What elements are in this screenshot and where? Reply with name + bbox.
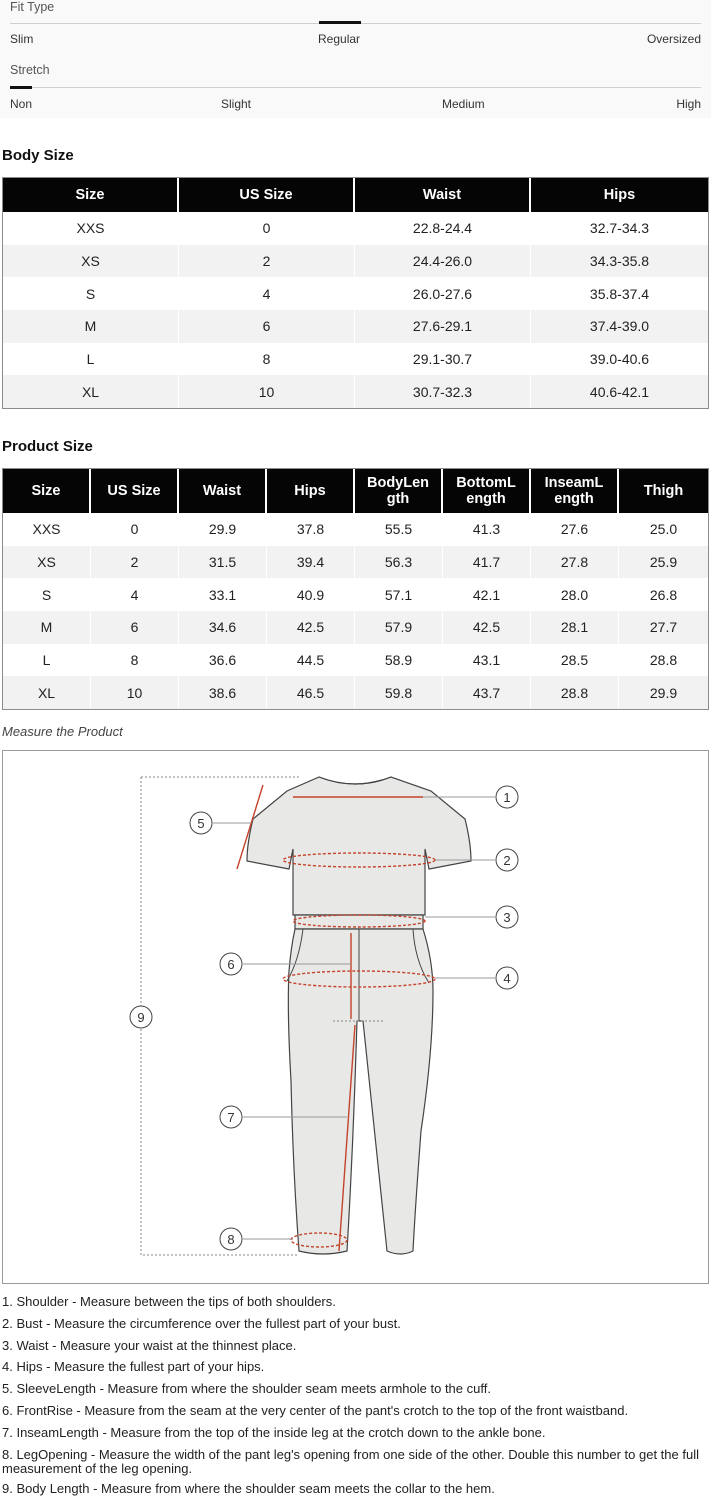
- table-cell: 10: [179, 375, 355, 408]
- column-header: Thigh: [619, 469, 708, 513]
- table-cell: XS: [3, 245, 179, 278]
- table-cell: 43.1: [443, 644, 531, 677]
- table-cell: 34.3-35.8: [531, 245, 708, 278]
- table-cell: 26.0-27.6: [355, 277, 531, 310]
- stretch-label-slight: Slight: [221, 97, 252, 111]
- table-cell: 27.8: [531, 546, 619, 579]
- svg-text:7: 7: [227, 1110, 235, 1125]
- note-hips: 4. Hips - Measure the fullest part of your hips.: [2, 1359, 265, 1375]
- table-row: [3, 310, 708, 343]
- table-cell: 57.1: [355, 578, 443, 611]
- table-cell: 28.0: [531, 578, 619, 611]
- table-row: [3, 513, 708, 546]
- table-cell: 57.9: [355, 611, 443, 644]
- table-cell: S: [3, 578, 91, 611]
- measure-caption: Measure the Product: [2, 724, 123, 739]
- table-cell: 27.7: [619, 611, 708, 644]
- svg-text:1: 1: [503, 790, 511, 805]
- table-row: [3, 245, 708, 278]
- marker-3: [496, 906, 518, 928]
- table-cell: 25.0: [619, 513, 708, 546]
- table-cell: 0: [91, 513, 179, 546]
- fit-type-label-slim: Slim: [10, 32, 34, 46]
- fit-type-label-oversized: Oversized: [646, 32, 701, 46]
- column-header: BodyLen gth: [355, 469, 443, 513]
- table-cell: 34.6: [179, 611, 267, 644]
- stretch-marker: [10, 86, 32, 89]
- table-cell: 29.9: [179, 513, 267, 546]
- column-header: InseamL ength: [531, 469, 619, 513]
- product-size-title: Product Size: [2, 438, 93, 455]
- column-header: Waist: [355, 178, 531, 212]
- table-row: [3, 644, 708, 677]
- svg-text:4: 4: [503, 971, 511, 986]
- note-shoulder: 1. Shoulder - Measure between the tips of both shoulders.: [2, 1294, 336, 1309]
- table-cell: 10: [91, 676, 179, 709]
- column-header: US Size: [179, 178, 355, 212]
- table-cell: M: [3, 310, 179, 343]
- table-cell: 28.8: [531, 676, 619, 709]
- note-inseam-length: 7. InseamLength - Measure from the top of the inside leg at the crotch down to the ankle bone.: [2, 1424, 546, 1440]
- table-cell: 41.3: [443, 513, 531, 546]
- table-cell: S: [3, 277, 179, 310]
- table-cell: 39.4: [267, 546, 355, 579]
- marker-2: [496, 849, 518, 871]
- fit-type-label-regular: Regular: [318, 32, 361, 46]
- measurement-notes: [2, 1295, 702, 1503]
- table-cell: 32.7-34.3: [531, 212, 708, 245]
- table-header-row: [3, 469, 708, 513]
- table-cell: 55.5: [355, 513, 443, 546]
- table-cell: 24.4-26.0: [355, 245, 531, 278]
- table-cell: 42.5: [443, 611, 531, 644]
- stretch-label-medium: Medium: [442, 97, 485, 111]
- table-cell: XXS: [3, 212, 179, 245]
- table-row: [3, 343, 708, 376]
- pants-garment: [288, 929, 433, 1254]
- table-cell: 2: [91, 546, 179, 579]
- column-header: Size: [3, 178, 179, 212]
- marker-8: [220, 1228, 242, 1250]
- column-header: BottomL ength: [443, 469, 531, 513]
- fit-type-title: Fit Type: [10, 0, 55, 14]
- table-row: [3, 578, 708, 611]
- svg-text:3: 3: [503, 910, 511, 925]
- table-cell: 6: [179, 310, 355, 343]
- table-cell: 37.4-39.0: [531, 310, 708, 343]
- measurement-diagram: [2, 750, 709, 1284]
- table-cell: 2: [179, 245, 355, 278]
- table-cell: 29.1-30.7: [355, 343, 531, 376]
- table-cell: 59.8: [355, 676, 443, 709]
- product-size-table: [2, 468, 709, 710]
- table-cell: 58.9: [355, 644, 443, 677]
- table-row: [3, 375, 708, 408]
- table-cell: 25.9: [619, 546, 708, 579]
- table-cell: 4: [179, 277, 355, 310]
- table-cell: XL: [3, 676, 91, 709]
- table-cell: 40.6-42.1: [531, 375, 708, 408]
- fit-stretch-panel: [0, 0, 711, 118]
- marker-5: [190, 812, 212, 834]
- note-bust: 2. Bust - Measure the circumference over the fullest part of your bust.: [2, 1315, 401, 1331]
- note-waist: 3. Waist - Measure your waist at the thinnest place.: [2, 1337, 297, 1353]
- table-cell: 41.7: [443, 546, 531, 579]
- table-cell: 38.6: [179, 676, 267, 709]
- table-cell: L: [3, 343, 179, 376]
- table-row: [3, 546, 708, 579]
- table-cell: L: [3, 644, 91, 677]
- table-cell: 27.6: [531, 513, 619, 546]
- table-cell: 37.8: [267, 513, 355, 546]
- table-row: [3, 611, 708, 644]
- column-header: Hips: [267, 469, 355, 513]
- table-cell: 28.8: [619, 644, 708, 677]
- table-cell: 35.8-37.4: [531, 277, 708, 310]
- table-cell: 28.1: [531, 611, 619, 644]
- table-cell: 27.6-29.1: [355, 310, 531, 343]
- body-size-title: Body Size: [2, 147, 74, 164]
- table-cell: 56.3: [355, 546, 443, 579]
- stretch-track: [10, 87, 701, 88]
- table-cell: XS: [3, 546, 91, 579]
- table-cell: 36.6: [179, 644, 267, 677]
- table-cell: 8: [179, 343, 355, 376]
- svg-text:6: 6: [227, 957, 235, 972]
- table-cell: 46.5: [267, 676, 355, 709]
- marker-9: [130, 1006, 152, 1028]
- stretch-label-high: High: [676, 97, 701, 111]
- table-cell: 29.9: [619, 676, 708, 709]
- svg-text:8: 8: [227, 1232, 235, 1247]
- table-cell: 30.7-32.3: [355, 375, 531, 408]
- table-row: [3, 277, 708, 310]
- stretch-title: Stretch: [10, 63, 50, 77]
- column-header: Hips: [531, 178, 708, 212]
- table-cell: 44.5: [267, 644, 355, 677]
- table-cell: 40.9: [267, 578, 355, 611]
- table-cell: 28.5: [531, 644, 619, 677]
- jumpsuit-illustration: [3, 751, 708, 1283]
- note-leg-opening: 8. LegOpening - Measure the width of the pant leg's opening from one side of the other. Double this number to get the full measurement of the leg opening.: [2, 1446, 699, 1477]
- table-cell: 42.5: [267, 611, 355, 644]
- table-cell: M: [3, 611, 91, 644]
- stretch-label-non: Non: [10, 97, 33, 111]
- table-row: [3, 676, 708, 709]
- column-header: US Size: [91, 469, 179, 513]
- svg-text:2: 2: [503, 853, 511, 868]
- table-cell: 6: [91, 611, 179, 644]
- table-cell: XL: [3, 375, 179, 408]
- table-cell: 43.7: [443, 676, 531, 709]
- marker-1: [496, 786, 518, 808]
- table-cell: 39.0-40.6: [531, 343, 708, 376]
- svg-text:9: 9: [137, 1010, 145, 1025]
- top-garment: [247, 777, 471, 915]
- table-cell: 0: [179, 212, 355, 245]
- body-size-table: [2, 177, 709, 409]
- table-cell: 26.8: [619, 578, 708, 611]
- table-cell: XXS: [3, 513, 91, 546]
- table-cell: 8: [91, 644, 179, 677]
- column-header: Size: [3, 469, 91, 513]
- note-body-length: 9. Body Length - Measure from where the shoulder seam meets the collar to the hem.: [2, 1480, 495, 1496]
- marker-7: [220, 1106, 242, 1128]
- table-row: [3, 212, 708, 245]
- marker-6: [220, 953, 242, 975]
- fit-type-marker: [319, 21, 361, 24]
- table-cell: 33.1: [179, 578, 267, 611]
- table-cell: 42.1: [443, 578, 531, 611]
- note-front-rise: 6. FrontRise - Measure from the seam at the very center of the pant's crotch to the top of the front waistband.: [2, 1402, 629, 1418]
- table-header-row: [3, 178, 708, 212]
- svg-text:5: 5: [197, 816, 205, 831]
- marker-4: [496, 967, 518, 989]
- table-cell: 22.8-24.4: [355, 212, 531, 245]
- table-cell: 31.5: [179, 546, 267, 579]
- note-sleeve-length: 5. SleeveLength - Measure from where the shoulder seam meets armhole to the cuff.: [2, 1381, 491, 1397]
- column-header: Waist: [179, 469, 267, 513]
- table-cell: 4: [91, 578, 179, 611]
